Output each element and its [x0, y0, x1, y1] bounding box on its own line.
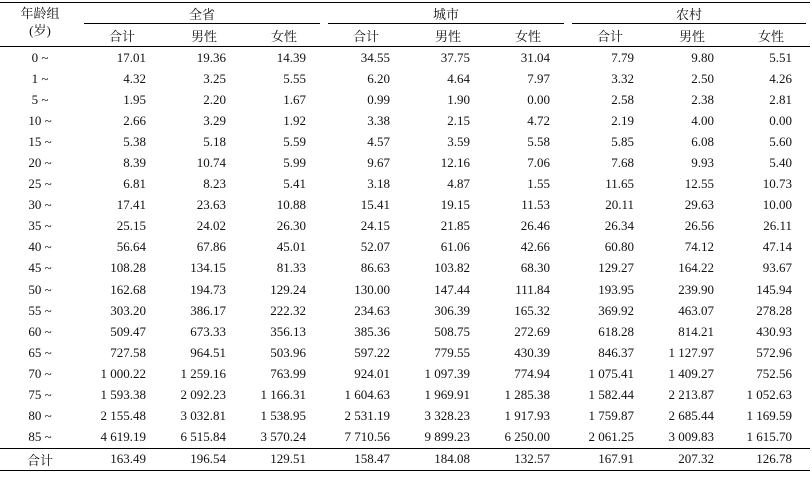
- value-cell: 508.75: [434, 323, 470, 339]
- age-group-cell: 15 ~: [28, 133, 52, 149]
- value-cell: 4.87: [447, 176, 470, 192]
- table-row: [0, 342, 810, 363]
- age-group-label: 年龄组: [20, 6, 60, 21]
- value-cell: 4.57: [367, 133, 390, 149]
- value-cell: 0.00: [527, 91, 550, 107]
- value-cell: 129.24: [270, 281, 306, 297]
- value-cell: 9.80: [652, 47, 732, 69]
- value-cell: 2.19: [611, 112, 634, 128]
- value-cell: 1 097.39: [424, 365, 470, 381]
- value-cell: 145.94: [756, 281, 792, 297]
- value-cell: 2.15: [447, 112, 470, 128]
- value-cell: 763.99: [270, 365, 306, 381]
- value-cell: 234.63: [354, 302, 390, 318]
- value-cell: 158.47: [324, 448, 408, 470]
- value-cell: 7.68: [611, 155, 634, 171]
- value-cell: 7.97: [527, 70, 550, 86]
- value-cell: 1 259.16: [180, 365, 226, 381]
- table-row: [0, 174, 810, 195]
- value-cell: 196.54: [164, 448, 244, 470]
- age-group-cell: 10 ~: [28, 112, 52, 128]
- value-cell: 31.04: [488, 47, 568, 69]
- table-row: [0, 258, 810, 279]
- value-cell: 618.28: [598, 323, 634, 339]
- value-cell: 774.94: [514, 365, 550, 381]
- value-cell: 56.64: [116, 239, 146, 255]
- value-cell: 67.86: [196, 239, 226, 255]
- value-cell: 60.80: [604, 239, 634, 255]
- value-cell: 3 032.81: [180, 408, 226, 424]
- value-cell: 37.75: [408, 47, 488, 69]
- value-cell: 17.01: [80, 47, 164, 69]
- group-header-province: 全省: [80, 3, 324, 25]
- age-group-cell: 70 ~: [28, 365, 52, 381]
- value-cell: 272.69: [514, 323, 550, 339]
- value-cell: 4 619.19: [100, 429, 146, 445]
- table-row: [0, 131, 810, 152]
- value-cell: 1.95: [123, 91, 146, 107]
- value-cell: 47.14: [762, 239, 792, 255]
- value-cell: 6 515.84: [180, 429, 226, 445]
- value-cell: 6 250.00: [504, 429, 550, 445]
- value-cell: 5.58: [527, 133, 550, 149]
- sub-header-total: 合计: [108, 28, 135, 44]
- value-cell: 26.56: [684, 218, 714, 234]
- value-cell: 6.20: [367, 70, 390, 86]
- value-cell: 86.63: [360, 260, 390, 276]
- value-cell: 3.59: [447, 133, 470, 149]
- value-cell: 3 009.83: [668, 429, 714, 445]
- age-unit-label: (岁): [29, 23, 51, 38]
- table-row: [0, 89, 810, 110]
- value-cell: 846.37: [598, 344, 634, 360]
- value-cell: 5.18: [203, 133, 226, 149]
- value-cell: 2 531.19: [344, 408, 390, 424]
- value-cell: 5.59: [283, 133, 306, 149]
- value-cell: 1 759.87: [588, 408, 634, 424]
- sub-header-female: 女性: [757, 28, 784, 44]
- age-group-cell: 60 ~: [28, 323, 52, 339]
- value-cell: 6.08: [691, 133, 714, 149]
- age-group-cell: 0 ~: [0, 47, 80, 69]
- value-cell: 3.32: [611, 70, 634, 86]
- value-cell: 2 092.23: [180, 387, 226, 403]
- value-cell: 163.49: [80, 448, 164, 470]
- value-cell: 126.78: [732, 448, 810, 470]
- value-cell: 34.55: [324, 47, 408, 69]
- value-cell: 8.23: [203, 176, 226, 192]
- age-group-cell: 80 ~: [28, 408, 52, 424]
- value-cell: 752.56: [756, 365, 792, 381]
- value-cell: 2.66: [123, 112, 146, 128]
- value-cell: 164.22: [678, 260, 714, 276]
- table-row: [0, 363, 810, 384]
- value-cell: 430.39: [514, 344, 550, 360]
- value-cell: 129.27: [598, 260, 634, 276]
- value-cell: 14.39: [244, 47, 324, 69]
- value-cell: 26.34: [604, 218, 634, 234]
- value-cell: 430.93: [756, 323, 792, 339]
- value-cell: 3 328.23: [424, 408, 470, 424]
- value-cell: 1 169.59: [746, 408, 792, 424]
- value-cell: 10.74: [196, 155, 226, 171]
- value-cell: 1 000.22: [100, 365, 146, 381]
- value-cell: 727.58: [110, 344, 146, 360]
- age-group-cell: 40 ~: [28, 239, 52, 255]
- value-cell: 1 127.97: [668, 344, 714, 360]
- value-cell: 147.44: [434, 281, 470, 297]
- value-cell: 207.32: [652, 448, 732, 470]
- table-row: [0, 152, 810, 173]
- table-row: [0, 47, 810, 69]
- value-cell: 5.85: [611, 133, 634, 149]
- value-cell: 167.91: [568, 448, 652, 470]
- value-cell: 814.21: [678, 323, 714, 339]
- age-group-header: [0, 3, 80, 47]
- value-cell: 26.46: [520, 218, 550, 234]
- total-row: [0, 448, 810, 470]
- age-group-cell: 65 ~: [28, 344, 52, 360]
- sub-header-male: 男性: [678, 28, 705, 44]
- value-cell: 1 538.95: [260, 408, 306, 424]
- value-cell: 12.16: [440, 155, 470, 171]
- value-cell: 356.13: [270, 323, 306, 339]
- value-cell: 74.12: [684, 239, 714, 255]
- value-cell: 5.60: [769, 133, 792, 149]
- value-cell: 19.36: [164, 47, 244, 69]
- age-group-cell: 30 ~: [28, 197, 52, 213]
- value-cell: 3.38: [367, 112, 390, 128]
- age-group-cell: 55 ~: [28, 302, 52, 318]
- value-cell: 2.81: [769, 91, 792, 107]
- value-cell: 222.32: [270, 302, 306, 318]
- sub-header-male: 男性: [434, 28, 461, 44]
- table-row: [0, 237, 810, 258]
- value-cell: 20.11: [605, 197, 634, 213]
- table-row: [0, 216, 810, 237]
- value-cell: 306.39: [434, 302, 470, 318]
- value-cell: 9.67: [367, 155, 390, 171]
- value-cell: 1.67: [283, 91, 306, 107]
- value-cell: 1 593.38: [100, 387, 146, 403]
- value-cell: 1 604.63: [344, 387, 390, 403]
- value-cell: 61.06: [440, 239, 470, 255]
- age-group-cell: 25 ~: [28, 176, 52, 192]
- value-cell: 5.99: [283, 155, 306, 171]
- value-cell: 25.15: [116, 218, 146, 234]
- value-cell: 24.15: [360, 218, 390, 234]
- age-group-cell: 50 ~: [28, 281, 52, 297]
- value-cell: 2 061.25: [588, 429, 634, 445]
- value-cell: 3 570.24: [260, 429, 306, 445]
- age-group-cell: 85 ~: [28, 429, 52, 445]
- value-cell: 130.00: [354, 281, 390, 297]
- value-cell: 1 582.44: [588, 387, 634, 403]
- value-cell: 5.55: [283, 70, 306, 86]
- value-cell: 184.08: [408, 448, 488, 470]
- value-cell: 964.51: [190, 344, 226, 360]
- value-cell: 509.47: [110, 323, 146, 339]
- value-cell: 10.88: [276, 197, 306, 213]
- value-cell: 129.51: [244, 448, 324, 470]
- value-cell: 9 899.23: [424, 429, 470, 445]
- value-cell: 45.01: [276, 239, 306, 255]
- table-row: [0, 321, 810, 342]
- value-cell: 6.81: [123, 176, 146, 192]
- table-body: [0, 47, 810, 471]
- value-cell: 26.30: [276, 218, 306, 234]
- sub-header-total: 合计: [352, 28, 379, 44]
- value-cell: 10.73: [762, 176, 792, 192]
- value-cell: 29.63: [684, 197, 714, 213]
- table-row: [0, 68, 810, 89]
- value-cell: 3.18: [367, 176, 390, 192]
- value-cell: 369.92: [598, 302, 634, 318]
- value-cell: 924.01: [354, 365, 390, 381]
- group-header-rural: 农村: [568, 3, 810, 25]
- value-cell: 386.17: [190, 302, 226, 318]
- value-cell: 8.39: [123, 155, 146, 171]
- value-cell: 134.15: [190, 260, 226, 276]
- value-cell: 1 052.63: [746, 387, 792, 403]
- value-cell: 1 969.91: [424, 387, 470, 403]
- value-cell: 278.28: [756, 302, 792, 318]
- value-cell: 2.58: [611, 91, 634, 107]
- age-group-cell: 20 ~: [28, 155, 52, 171]
- value-cell: 5.41: [283, 176, 306, 192]
- value-cell: 1.55: [527, 176, 550, 192]
- value-cell: 9.93: [691, 155, 714, 171]
- sub-header-female: 女性: [270, 28, 297, 44]
- value-cell: 108.28: [110, 260, 146, 276]
- value-cell: 1 409.27: [668, 365, 714, 381]
- value-cell: 503.96: [270, 344, 306, 360]
- value-cell: 17.41: [116, 197, 146, 213]
- age-group-cell: 45 ~: [28, 260, 52, 276]
- value-cell: 2 685.44: [668, 408, 714, 424]
- value-cell: 15.41: [360, 197, 390, 213]
- value-cell: 162.68: [110, 281, 146, 297]
- value-cell: 4.64: [447, 70, 470, 86]
- sub-header-female: 女性: [514, 28, 541, 44]
- value-cell: 1.92: [283, 112, 306, 128]
- value-cell: 4.26: [769, 70, 792, 86]
- value-cell: 463.07: [678, 302, 714, 318]
- value-cell: 2 213.87: [668, 387, 714, 403]
- value-cell: 194.73: [190, 281, 226, 297]
- value-cell: 0.00: [769, 112, 792, 128]
- value-cell: 81.33: [276, 260, 306, 276]
- value-cell: 597.22: [354, 344, 390, 360]
- value-cell: 7.06: [527, 155, 550, 171]
- value-cell: 2.20: [203, 91, 226, 107]
- value-cell: 1 166.31: [260, 387, 306, 403]
- value-cell: 4.32: [123, 70, 146, 86]
- value-cell: 1.90: [447, 91, 470, 107]
- value-cell: 303.20: [110, 302, 146, 318]
- value-cell: 93.67: [762, 260, 792, 276]
- table-row: [0, 385, 810, 406]
- total-label: 合计: [0, 448, 80, 470]
- value-cell: 1 285.38: [504, 387, 550, 403]
- value-cell: 11.53: [521, 197, 550, 213]
- value-cell: 7 710.56: [344, 429, 390, 445]
- table-row: [0, 195, 810, 216]
- value-cell: 2.38: [691, 91, 714, 107]
- mortality-table: [0, 2, 810, 471]
- value-cell: 132.57: [488, 448, 568, 470]
- value-cell: 21.85: [440, 218, 470, 234]
- value-cell: 3.25: [203, 70, 226, 86]
- value-cell: 2.50: [691, 70, 714, 86]
- table-row: [0, 406, 810, 427]
- value-cell: 165.32: [514, 302, 550, 318]
- value-cell: 7.79: [568, 47, 652, 69]
- value-cell: 572.96: [756, 344, 792, 360]
- value-cell: 1 615.70: [746, 429, 792, 445]
- value-cell: 68.30: [520, 260, 550, 276]
- value-cell: 3.29: [203, 112, 226, 128]
- value-cell: 5.51: [732, 47, 810, 69]
- value-cell: 673.33: [190, 323, 226, 339]
- value-cell: 12.55: [684, 176, 714, 192]
- table-row: [0, 279, 810, 300]
- sub-header-male: 男性: [190, 28, 217, 44]
- value-cell: 5.38: [123, 133, 146, 149]
- value-cell: 193.95: [598, 281, 634, 297]
- group-header-city: 城市: [324, 3, 568, 25]
- value-cell: 26.11: [763, 218, 792, 234]
- sub-header-total: 合计: [596, 28, 623, 44]
- value-cell: 4.00: [691, 112, 714, 128]
- value-cell: 1 917.93: [504, 408, 550, 424]
- table-row: [0, 110, 810, 131]
- value-cell: 111.84: [515, 281, 550, 297]
- age-group-cell: 1 ~: [31, 70, 49, 86]
- value-cell: 19.15: [440, 197, 470, 213]
- age-group-cell: 75 ~: [28, 387, 52, 403]
- table-row: [0, 427, 810, 449]
- value-cell: 103.82: [434, 260, 470, 276]
- value-cell: 42.66: [520, 239, 550, 255]
- value-cell: 2 155.48: [100, 408, 146, 424]
- value-cell: 0.99: [367, 91, 390, 107]
- value-cell: 239.90: [678, 281, 714, 297]
- value-cell: 23.63: [196, 197, 226, 213]
- age-group-cell: 5 ~: [31, 91, 49, 107]
- value-cell: 779.55: [434, 344, 470, 360]
- age-group-cell: 35 ~: [28, 218, 52, 234]
- value-cell: 1 075.41: [588, 365, 634, 381]
- value-cell: 24.02: [196, 218, 226, 234]
- value-cell: 10.00: [762, 197, 792, 213]
- value-cell: 385.36: [354, 323, 390, 339]
- value-cell: 4.72: [527, 112, 550, 128]
- table-row: [0, 300, 810, 321]
- value-cell: 52.07: [360, 239, 390, 255]
- value-cell: 11.65: [605, 176, 634, 192]
- value-cell: 5.40: [769, 155, 792, 171]
